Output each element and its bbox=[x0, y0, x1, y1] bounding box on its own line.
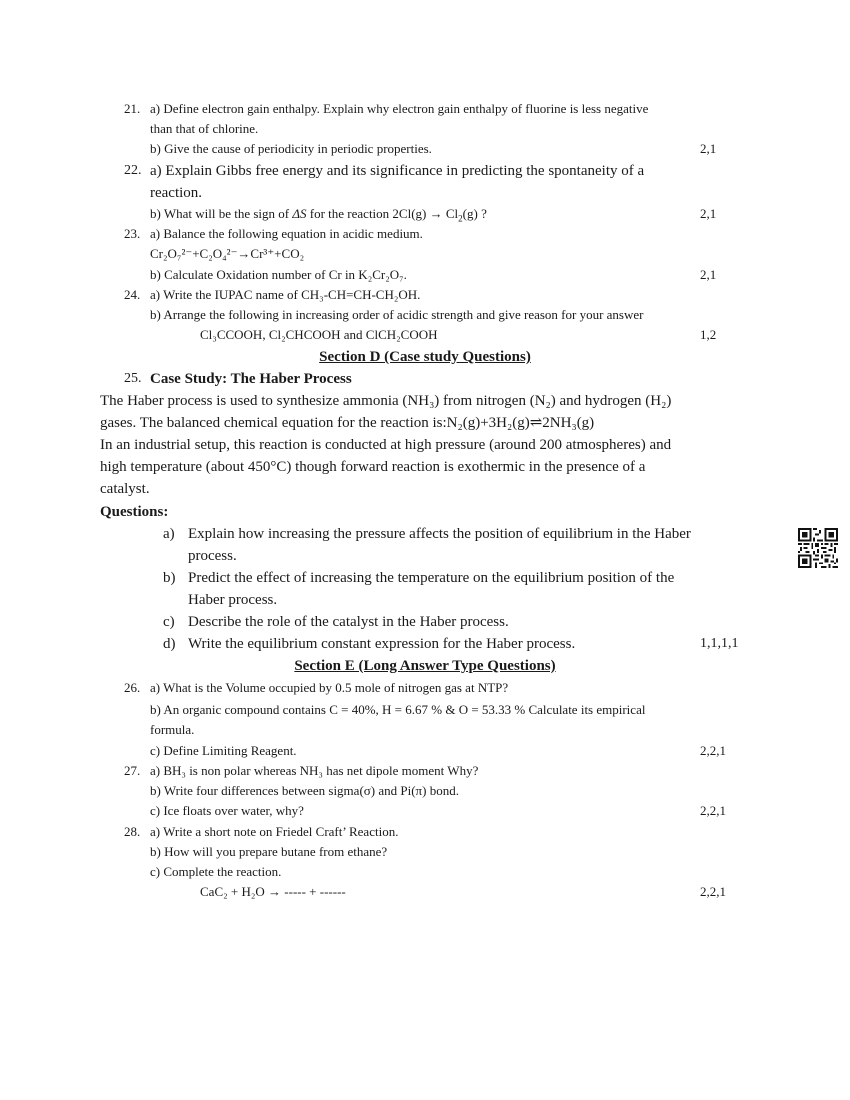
q25-qd: Write the equilibrium constant expression for the Haber process. bbox=[188, 636, 576, 652]
q22-part-a-line1: a) Explain Gibbs free energy and its significance in predicting the spontaneity of a bbox=[150, 163, 645, 179]
q24-number: 24. bbox=[124, 287, 141, 302]
q21-part-a-line1: a) Define electron gain enthalpy. Explain why electron gain enthalpy of fluorine is less negative bbox=[150, 101, 649, 116]
q21-number: 21. bbox=[124, 101, 141, 116]
q25-paragraph-line3: In an industrial setup, this reaction is conducted at high pressure (around 200 atmospheres) and bbox=[100, 437, 672, 453]
q24-marks: 1,2 bbox=[700, 327, 717, 342]
q26-number: 26. bbox=[124, 680, 141, 695]
q28-part-a: a) Write a short note on Friedel Craft’ Reaction. bbox=[150, 824, 399, 839]
q21-part-a-line2: than that of chlorine. bbox=[150, 121, 259, 136]
section-d-heading: Section D (Case study Questions) bbox=[319, 349, 531, 365]
q23-equation: Cr₂O₇²⁻+C₂O₄²⁻→Cr³⁺+CO₂ bbox=[150, 246, 305, 261]
qr-code bbox=[798, 528, 838, 568]
q25-qa-label: a) bbox=[163, 526, 175, 542]
q25-qa-line1: Explain how increasing the pressure affects the position of equilibrium in the Haber bbox=[188, 526, 691, 542]
q28-number: 28. bbox=[124, 824, 141, 839]
q25-paragraph-line4: high temperature (about 450°C) though forward reaction is exothermic in the presence of a bbox=[100, 459, 646, 475]
q26-part-b-line1: b) An organic compound contains C = 40%, H = 6.67 % & O = 53.33 % Calculate its empirical bbox=[150, 702, 646, 717]
q24-part-a: a) Write the IUPAC name of CH₃-CH=CH-CH₂OH. bbox=[150, 287, 421, 302]
q26-part-a: a) What is the Volume occupied by 0.5 mole of nitrogen gas at NTP? bbox=[150, 680, 509, 695]
q22-number: 22. bbox=[124, 163, 142, 178]
section-e-heading: Section E (Long Answer Type Questions) bbox=[294, 658, 556, 674]
q22-part-a-line2: reaction. bbox=[150, 185, 203, 201]
q23-marks: 2,1 bbox=[700, 267, 717, 282]
q27-marks: 2,2,1 bbox=[700, 803, 726, 818]
q27-part-a: a) BH₃ is non polar whereas NH₃ has net dipole moment Why? bbox=[150, 763, 479, 778]
q27-part-b: b) Write four differences between sigma(σ) and Pi(π) bond. bbox=[150, 783, 459, 798]
q28-equation: CaC₂ + H₂O → ----- + ------ bbox=[200, 884, 346, 899]
q25-paragraph-line5: catalyst. bbox=[100, 481, 150, 497]
q23-number: 23. bbox=[124, 226, 141, 241]
q23-part-a: a) Balance the following equation in acidic medium. bbox=[150, 226, 423, 241]
q22-part-b: b) What will be the sign of ΔS for the reaction $2Cl(g) \to Cl_2(g)$ ? bbox=[150, 206, 487, 224]
q25-qb-line1: Predict the effect of increasing the temperature on the equilibrium position of the bbox=[188, 570, 675, 586]
q25-qb-label: b) bbox=[163, 570, 176, 586]
q25-qc-label: c) bbox=[163, 614, 175, 630]
q25-qa-line2: process. bbox=[188, 548, 237, 564]
q25-title: Case Study: The Haber Process bbox=[150, 371, 352, 387]
q27-number: 27. bbox=[124, 763, 141, 778]
q24-part-b: b) Arrange the following in increasing order of acidic strength and give reason for your answer bbox=[150, 307, 644, 322]
q25-qb-line2: Haber process. bbox=[188, 592, 278, 608]
q21-marks: 2,1 bbox=[700, 141, 717, 156]
q22-marks: 2,1 bbox=[700, 206, 717, 221]
q27-part-c: c) Ice floats over water, why? bbox=[150, 803, 304, 818]
q25-qd-label: d) bbox=[163, 636, 176, 652]
q28-part-b: b) How will you prepare butane from ethane? bbox=[150, 844, 388, 859]
q26-marks: 2,2,1 bbox=[700, 743, 726, 758]
q25-qc: Describe the role of the catalyst in the Haber process. bbox=[188, 614, 509, 630]
q25-number: 25. bbox=[124, 371, 142, 386]
q23-part-b: b) Calculate Oxidation number of Cr in K₂Cr₂O₇. bbox=[150, 267, 407, 282]
q21-part-b: b) Give the cause of periodicity in periodic properties. bbox=[150, 141, 432, 156]
q24-acid-list: Cl₃CCOOH, Cl₂CHCOOH and ClCH₂COOH bbox=[200, 327, 438, 342]
q25-paragraph-line1: The Haber process is used to synthesize ammonia (NH₃) from nitrogen (N₂) and hydrogen (H₂) bbox=[100, 393, 672, 409]
q25-paragraph-line2: gases. The balanced chemical equation for the reaction is:N₂(g)+3H₂(g)⇌2NH₃(g) bbox=[100, 415, 595, 431]
q26-part-b-line2: formula. bbox=[150, 722, 195, 737]
q28-part-c: c) Complete the reaction. bbox=[150, 864, 282, 879]
q28-marks: 2,2,1 bbox=[700, 884, 726, 899]
q25-questions-label: Questions: bbox=[100, 504, 169, 520]
q25-marks: 1,1,1,1 bbox=[700, 636, 739, 651]
q26-part-c: c) Define Limiting Reagent. bbox=[150, 743, 297, 758]
